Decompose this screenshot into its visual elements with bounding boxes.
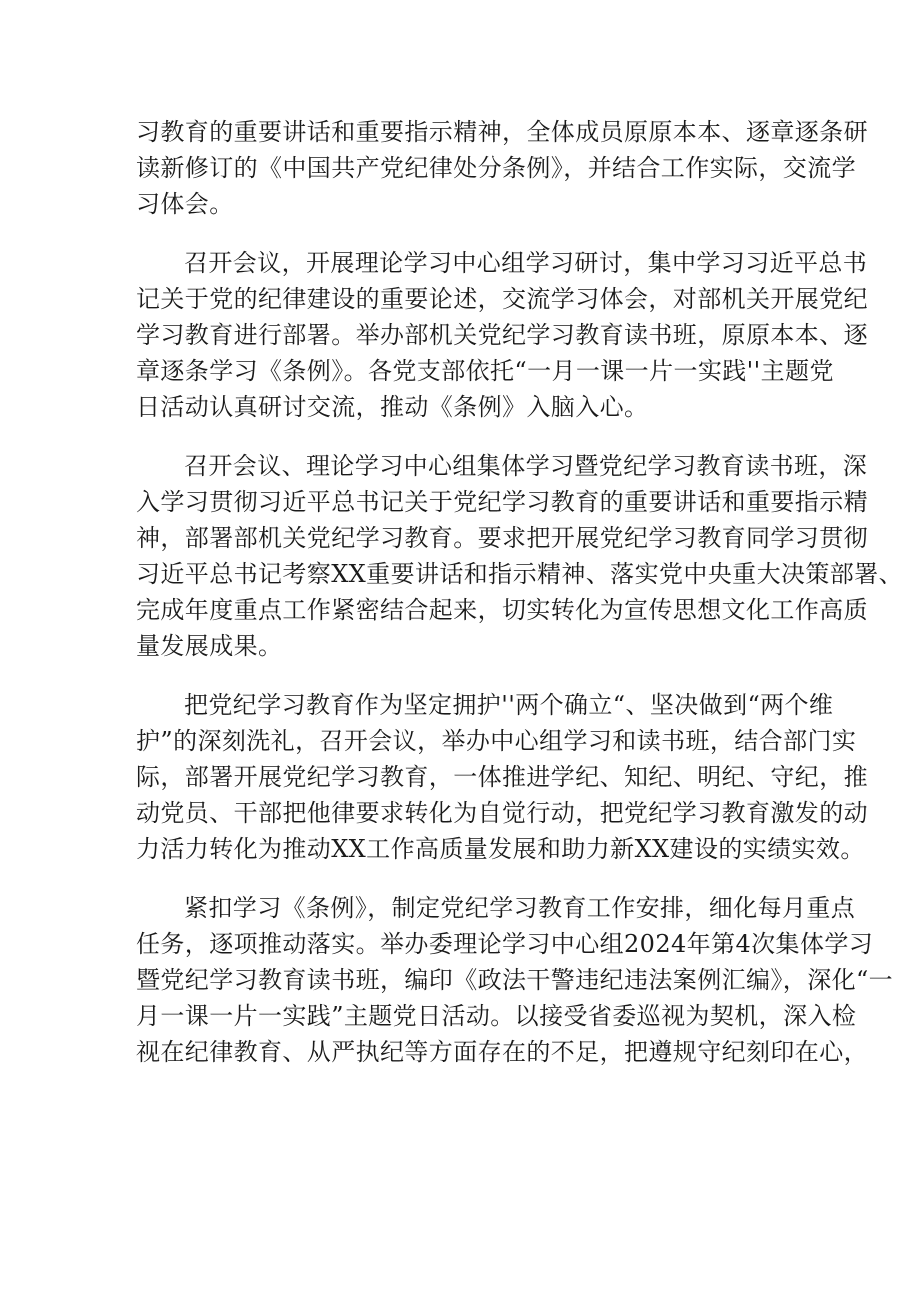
text-line: 习近平总书记考察XX重要讲话和指示精神、落实党中央重大决策部署、	[136, 560, 903, 588]
text-line: 际，部署开展党纪学习教育，一体推进学纪、知纪、明纪、守纪，推	[136, 763, 868, 791]
text-line: 章逐条学习《条例》。各党支部依托“一月一课一片一实践''主题党	[136, 357, 834, 385]
text-line: 入学习贯彻习近平总书记关于党纪学习教育的重要讲话和重要指示精	[136, 488, 868, 516]
paragraph-1	[136, 114, 868, 222]
text-line: 动党员、干部把他律要求转化为自觉行动，把党纪学习教育激发的动	[136, 799, 868, 827]
text-line: 视在纪律教育、从严执纪等方面存在的不足，把遵规守纪刻印在心，	[136, 1038, 868, 1066]
text-line: 紧扣学习《条例》，制定党纪学习教育工作安排，细化每月重点	[184, 894, 856, 922]
document-body	[136, 114, 903, 1093]
text-line: 习教育的重要讲话和重要指示精神，全体成员原原本本、逐章逐条研	[136, 118, 868, 146]
text-line: 日活动认真研讨交流，推动《条例》入脑入心。	[136, 393, 649, 421]
text-line: 召开会议，开展理论学习中心组学习研讨，集中学习习近平总书	[184, 249, 868, 277]
text-line: 召开会议、理论学习中心组集体学习暨党纪学习教育读书班，深	[184, 452, 868, 480]
paragraph-5	[136, 890, 894, 1070]
text-line: 习体会。	[136, 190, 234, 218]
text-line: 量发展成果。	[136, 632, 283, 660]
paragraph-4	[136, 687, 868, 867]
text-line: 力活力转化为推动XX工作高质量发展和助力新XX建设的实绩实效。	[136, 835, 865, 863]
text-line: 学习教育进行部署。举办部机关党纪学习教育读书班，原原本本、逐	[136, 321, 868, 349]
text-line: 记关于党的纪律建设的重要论述，交流学习体会，对部机关开展党纪	[136, 285, 868, 313]
paragraph-3	[136, 448, 903, 664]
text-line: 暨党纪学习教育读书班，编印《政法干警违纪违法案例汇编》，深化“一	[136, 966, 894, 994]
text-line: 月一课一片一实践”主题党日活动。以接受省委巡视为契机，深入检	[136, 1002, 857, 1030]
text-line: 完成年度重点工作紧密结合起来，切实转化为宣传思想文化工作高质	[136, 596, 868, 624]
text-line: 神，部署部机关党纪学习教育。要求把开展党纪学习教育同学习贯彻	[136, 524, 868, 552]
text-line: 任务，逐项推动落实。举办委理论学习中心组2024年第4次集体学习	[136, 930, 874, 958]
text-line: 读新修订的《中国共产党纪律处分条例》，并结合工作实际，交流学	[136, 154, 856, 182]
text-line: 把党纪学习教育作为坚定拥护''两个确立“、坚决做到“两个维	[184, 691, 834, 719]
text-line: 护”的深刻洗礼，召开会议，举办中心组学习和读书班，结合部门实	[136, 727, 857, 755]
paragraph-2	[136, 245, 868, 425]
